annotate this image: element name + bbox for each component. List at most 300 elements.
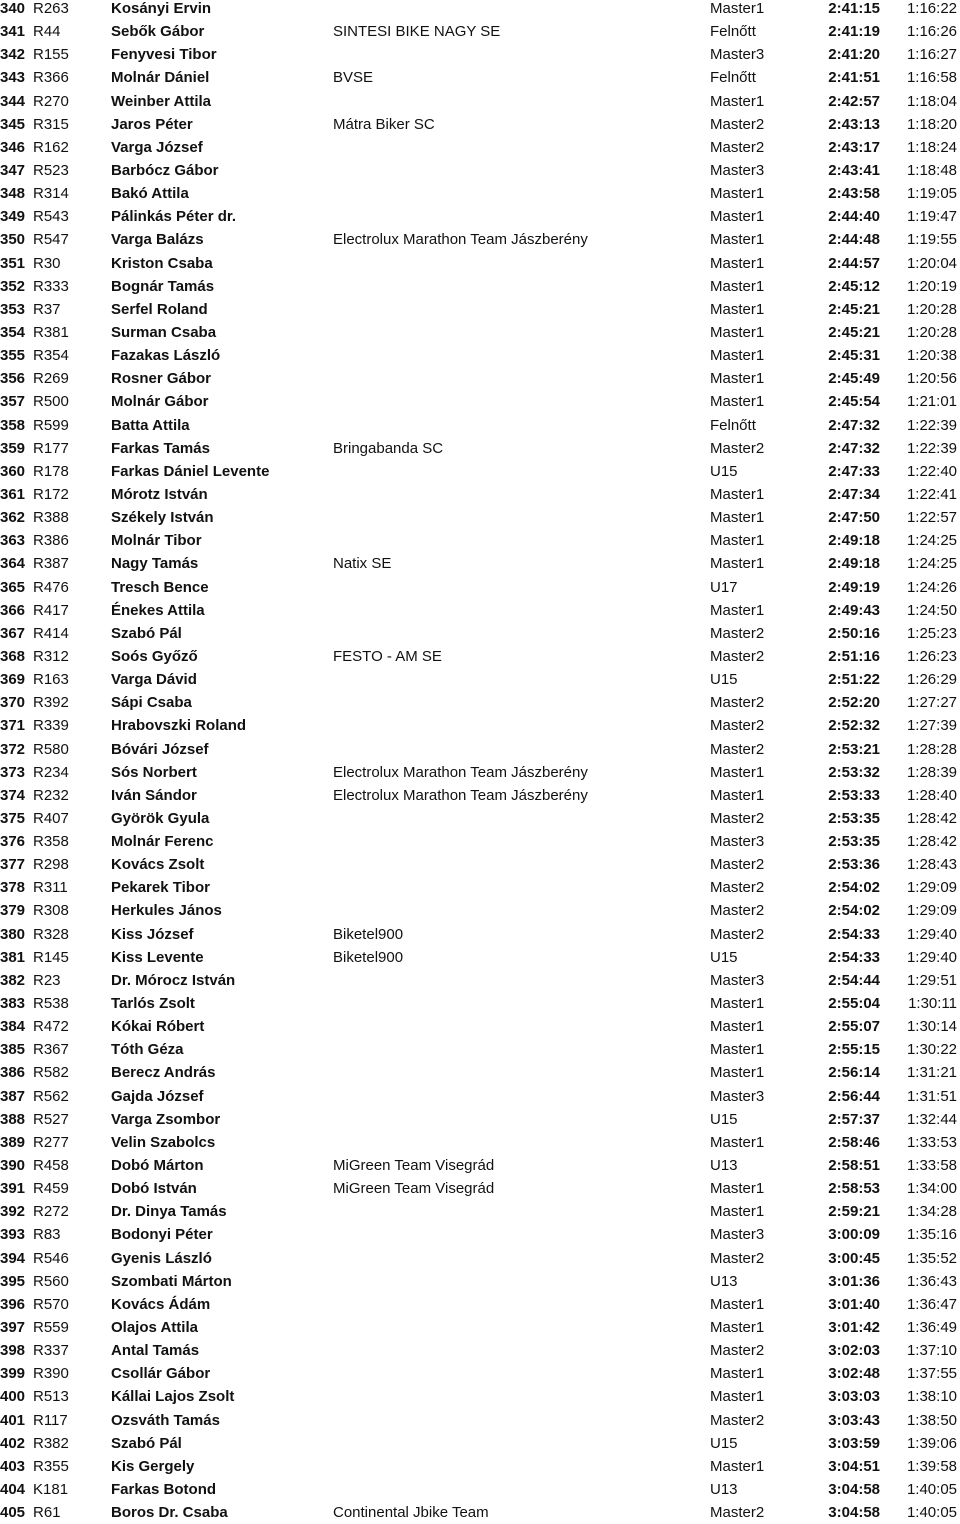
category: Master1 — [710, 1180, 765, 1198]
table-row — [0, 367, 960, 390]
position: 362 — [0, 509, 26, 527]
category: Master3 — [710, 1087, 765, 1105]
category: Master1 — [710, 763, 765, 781]
rider-name: Kovács Zsolt — [111, 856, 205, 874]
category: Master1 — [710, 1018, 765, 1036]
category: Master1 — [710, 1457, 765, 1475]
position: 377 — [0, 856, 26, 874]
club-name: Natix SE — [333, 555, 392, 573]
rider-name: Fazakas László — [111, 347, 221, 365]
table-row — [0, 43, 960, 66]
rider-name: Nagy Tamás — [111, 555, 199, 573]
rider-name: Olajos Attila — [111, 1319, 198, 1337]
rider-name: Molnár Dániel — [111, 69, 210, 87]
time-behind: 1:30:11 — [908, 995, 957, 1013]
time-behind: 1:26:29 — [906, 671, 957, 689]
rider-name: Farkas Dániel Levente — [111, 462, 270, 480]
rider-name: Dr. Dinya Tamás — [111, 1203, 227, 1221]
bib-number: R234 — [33, 763, 69, 781]
category: Felnőtt — [710, 23, 756, 41]
category: Master2 — [710, 717, 765, 735]
table-row — [0, 923, 960, 946]
rider-name: Varga Balázs — [111, 231, 204, 249]
table-row — [0, 506, 960, 529]
finish-time: 2:55:04 — [828, 995, 880, 1013]
bib-number: R44 — [33, 23, 61, 41]
time-behind: 1:29:09 — [906, 879, 957, 897]
table-row — [0, 1085, 960, 1108]
rider-name: Farkas Tamás — [111, 439, 210, 457]
finish-time: 2:53:33 — [828, 786, 880, 804]
category: Master1 — [710, 323, 765, 341]
category: U13 — [710, 1272, 738, 1290]
table-row — [0, 1501, 960, 1524]
position: 357 — [0, 393, 26, 411]
finish-time: 3:01:40 — [828, 1295, 880, 1313]
category: Felnőtt — [710, 416, 756, 434]
category: Master1 — [710, 370, 765, 388]
table-row — [0, 275, 960, 298]
bib-number: R117 — [33, 1411, 68, 1429]
table-row — [0, 90, 960, 113]
finish-time: 3:04:51 — [828, 1457, 880, 1475]
bib-number: R546 — [33, 1249, 69, 1267]
position: 341 — [0, 23, 26, 41]
table-row — [0, 1200, 960, 1223]
rider-name: Dobó Márton — [111, 1157, 204, 1175]
rider-name: Hrabovszki Roland — [111, 717, 247, 735]
time-behind: 1:20:28 — [906, 323, 957, 341]
rider-name: Kiss Levente — [111, 948, 204, 966]
rider-name: Kosányi Ervin — [111, 0, 212, 17]
bib-number: R392 — [33, 694, 69, 712]
finish-time: 2:44:57 — [828, 254, 880, 272]
time-behind: 1:33:53 — [906, 1133, 957, 1151]
category: Master1 — [710, 347, 765, 365]
position: 381 — [0, 948, 26, 966]
position: 375 — [0, 809, 26, 827]
bib-number: R388 — [33, 509, 69, 527]
time-behind: 1:24:25 — [906, 532, 957, 550]
club-name: Bringabanda SC — [333, 439, 444, 457]
bib-number: R298 — [33, 856, 69, 874]
table-row — [0, 1154, 960, 1177]
table-row — [0, 807, 960, 830]
table-row — [0, 738, 960, 761]
bib-number: R328 — [33, 925, 69, 943]
position: 369 — [0, 671, 26, 689]
table-row — [0, 1362, 960, 1385]
category: Master2 — [710, 1249, 765, 1267]
table-row — [0, 1247, 960, 1270]
bib-number: R155 — [33, 46, 69, 64]
position: 356 — [0, 370, 26, 388]
rider-name: Tarlós Zsolt — [111, 995, 195, 1013]
position: 348 — [0, 185, 26, 203]
position: 363 — [0, 532, 26, 550]
rider-name: Bognár Tamás — [111, 277, 215, 295]
rider-name: Tóth Géza — [111, 1041, 184, 1059]
table-row — [0, 691, 960, 714]
category: Master2 — [710, 138, 765, 156]
position: 401 — [0, 1411, 26, 1429]
bib-number: R559 — [33, 1319, 69, 1337]
position: 405 — [0, 1504, 26, 1522]
club-name: Electrolux Marathon Team Jászberény — [333, 763, 588, 781]
rider-name: Szabó Pál — [111, 624, 182, 642]
bib-number: R382 — [33, 1434, 69, 1452]
table-row — [0, 1316, 960, 1339]
table-row — [0, 483, 960, 506]
table-row — [0, 1061, 960, 1084]
bib-number: R272 — [33, 1203, 69, 1221]
rider-name: Bodonyi Péter — [111, 1226, 213, 1244]
time-behind: 1:22:57 — [906, 509, 957, 527]
table-row — [0, 1293, 960, 1316]
time-behind: 1:36:47 — [906, 1295, 957, 1313]
finish-time: 2:42:57 — [828, 92, 880, 110]
time-behind: 1:27:39 — [906, 717, 957, 735]
rider-name: Ozsváth Tamás — [111, 1411, 220, 1429]
finish-time: 2:41:15 — [828, 0, 880, 17]
bib-number: R390 — [33, 1365, 69, 1383]
position: 402 — [0, 1434, 26, 1452]
time-behind: 1:36:49 — [906, 1319, 957, 1337]
bib-number: R333 — [33, 277, 69, 295]
category: Master1 — [710, 532, 765, 550]
bib-number: R232 — [33, 786, 69, 804]
category: Master1 — [710, 208, 765, 226]
finish-time: 2:45:49 — [828, 370, 880, 388]
bib-number: R37 — [33, 300, 61, 318]
rider-name: Fenyvesi Tibor — [111, 46, 217, 64]
table-row — [0, 205, 960, 228]
time-behind: 1:40:05 — [906, 1504, 957, 1522]
time-behind: 1:19:05 — [906, 185, 957, 203]
club-name: Biketel900 — [333, 925, 404, 943]
bib-number: R547 — [33, 231, 69, 249]
bib-number: R523 — [33, 161, 69, 179]
time-behind: 1:29:40 — [906, 925, 957, 943]
bib-number: R472 — [33, 1018, 69, 1036]
finish-time: 2:50:16 — [828, 624, 880, 642]
position: 351 — [0, 254, 26, 272]
category: U15 — [710, 1434, 738, 1452]
bib-number: R599 — [33, 416, 69, 434]
bib-number: R367 — [33, 1041, 69, 1059]
finish-time: 2:52:20 — [828, 694, 880, 712]
time-behind: 1:28:39 — [906, 763, 957, 781]
category: Master2 — [710, 1411, 765, 1429]
rider-name: Herkules János — [111, 902, 222, 920]
time-behind: 1:30:22 — [906, 1041, 957, 1059]
rider-name: Kiss József — [111, 925, 194, 943]
position: 385 — [0, 1041, 26, 1059]
category: Master1 — [710, 786, 765, 804]
position: 379 — [0, 902, 26, 920]
finish-time: 2:56:14 — [828, 1064, 880, 1082]
position: 399 — [0, 1365, 26, 1383]
table-row — [0, 576, 960, 599]
rider-name: Székely István — [111, 509, 214, 527]
bib-number: R30 — [33, 254, 61, 272]
category: Master1 — [710, 601, 765, 619]
category: Master2 — [710, 1342, 765, 1360]
category: U13 — [710, 1157, 738, 1175]
time-behind: 1:16:58 — [906, 69, 957, 87]
table-row — [0, 1270, 960, 1293]
bib-number: K181 — [33, 1481, 69, 1498]
finish-time: 2:47:33 — [828, 462, 880, 480]
time-behind: 1:20:56 — [906, 370, 957, 388]
table-row — [0, 1038, 960, 1061]
time-behind: 1:28:28 — [906, 740, 957, 758]
rider-name: Molnár Tibor — [111, 532, 202, 550]
bib-number: R570 — [33, 1295, 69, 1313]
table-row — [0, 761, 960, 784]
finish-time: 2:59:21 — [828, 1203, 880, 1221]
category: Master1 — [710, 1064, 765, 1082]
category: Master2 — [710, 856, 765, 874]
bib-number: R562 — [33, 1087, 69, 1105]
position: 359 — [0, 439, 26, 457]
finish-time: 2:49:43 — [828, 601, 880, 619]
category: Master2 — [710, 624, 765, 642]
finish-time: 3:03:43 — [828, 1411, 880, 1429]
club-name: Continental Jbike Team — [333, 1504, 489, 1522]
rider-name: Rosner Gábor — [111, 370, 212, 388]
table-row — [0, 714, 960, 737]
bib-number: R500 — [33, 393, 69, 411]
table-row — [0, 1478, 960, 1501]
bib-number: R311 — [33, 879, 68, 897]
finish-time: 2:43:17 — [828, 138, 880, 156]
time-behind: 1:29:40 — [906, 948, 957, 966]
category: Master1 — [710, 300, 765, 318]
rider-name: Bóvári József — [111, 740, 209, 758]
rider-name: Velin Szabolcs — [111, 1133, 216, 1151]
position: 383 — [0, 995, 26, 1013]
table-row — [0, 437, 960, 460]
category: Master3 — [710, 1226, 765, 1244]
category: Master1 — [710, 231, 765, 249]
position: 395 — [0, 1272, 26, 1290]
bib-number: R414 — [33, 624, 69, 642]
bib-number: R23 — [33, 971, 61, 989]
category: Master1 — [710, 1319, 765, 1337]
finish-time: 2:47:50 — [828, 509, 880, 527]
finish-time: 3:02:03 — [828, 1342, 880, 1360]
bib-number: R366 — [33, 69, 69, 87]
finish-time: 2:44:48 — [828, 231, 880, 249]
table-row — [0, 784, 960, 807]
bib-number: R337 — [33, 1342, 69, 1360]
table-row — [0, 1339, 960, 1362]
time-behind: 1:38:50 — [906, 1411, 957, 1429]
finish-time: 2:49:18 — [828, 555, 880, 573]
position: 392 — [0, 1203, 26, 1221]
finish-time: 2:54:02 — [828, 879, 880, 897]
rider-name: Gajda József — [111, 1087, 204, 1105]
finish-time: 2:54:02 — [828, 902, 880, 920]
position: 347 — [0, 161, 26, 179]
time-behind: 1:28:42 — [906, 833, 957, 851]
position: 380 — [0, 925, 26, 943]
position: 350 — [0, 231, 26, 249]
category: U15 — [710, 671, 738, 689]
bib-number: R277 — [33, 1133, 69, 1151]
table-row — [0, 136, 960, 159]
club-name: BVSE — [333, 69, 374, 87]
category: U15 — [710, 948, 738, 966]
position: 378 — [0, 879, 26, 897]
finish-time: 3:00:45 — [828, 1249, 880, 1267]
finish-time: 2:58:51 — [828, 1157, 880, 1175]
table-row — [0, 599, 960, 622]
rider-name: Barbócz Gábor — [111, 161, 219, 179]
category: Master1 — [710, 185, 765, 203]
table-row — [0, 946, 960, 969]
position: 374 — [0, 786, 26, 804]
rider-name: Gyenis László — [111, 1249, 212, 1267]
bib-number: R269 — [33, 370, 69, 388]
time-behind: 1:35:52 — [906, 1249, 957, 1267]
finish-time: 2:41:51 — [828, 69, 880, 87]
time-behind: 1:28:43 — [906, 856, 957, 874]
bib-number: R177 — [33, 439, 69, 457]
club-name: Mátra Biker SC — [333, 115, 435, 133]
time-behind: 1:22:40 — [906, 462, 957, 480]
table-row — [0, 182, 960, 205]
table-row — [0, 876, 960, 899]
bib-number: R270 — [33, 92, 69, 110]
category: U15 — [710, 1110, 738, 1128]
table-row — [0, 460, 960, 483]
category: Master2 — [710, 115, 765, 133]
table-row — [0, 414, 960, 437]
category: Felnőtt — [710, 69, 756, 87]
position: 354 — [0, 323, 26, 341]
position: 364 — [0, 555, 26, 573]
bib-number: R162 — [33, 138, 69, 156]
finish-time: 2:54:33 — [828, 925, 880, 943]
position: 393 — [0, 1226, 26, 1244]
category: Master3 — [710, 971, 765, 989]
bib-number: R543 — [33, 208, 69, 226]
position: 386 — [0, 1064, 26, 1082]
time-behind: 1:37:55 — [906, 1365, 957, 1383]
rider-name: Varga Zsombor — [111, 1110, 221, 1128]
category: Master2 — [710, 879, 765, 897]
rider-name: Szabó Pál — [111, 1434, 182, 1452]
time-behind: 1:18:20 — [906, 115, 957, 133]
category: Master2 — [710, 809, 765, 827]
table-row — [0, 853, 960, 876]
bib-number: R314 — [33, 185, 69, 203]
table-row — [0, 1015, 960, 1038]
category: Master1 — [710, 1203, 765, 1221]
club-name: MiGreen Team Visegrád — [333, 1180, 495, 1198]
category: Master3 — [710, 161, 765, 179]
rider-name: Bakó Attila — [111, 185, 189, 203]
table-row — [0, 1108, 960, 1131]
table-row — [0, 66, 960, 89]
table-row — [0, 899, 960, 922]
position: 372 — [0, 740, 26, 758]
category: Master2 — [710, 902, 765, 920]
rider-name: Énekes Attila — [111, 601, 205, 619]
rider-name: Farkas Botond — [111, 1481, 217, 1498]
finish-time: 2:49:19 — [828, 578, 880, 596]
table-row — [0, 645, 960, 668]
category: U13 — [710, 1481, 738, 1498]
rider-name: Serfel Roland — [111, 300, 208, 318]
bib-number: R354 — [33, 347, 69, 365]
category: Master3 — [710, 46, 765, 64]
position: 394 — [0, 1249, 26, 1267]
category: Master2 — [710, 647, 765, 665]
time-behind: 1:22:39 — [906, 439, 957, 457]
position: 391 — [0, 1180, 26, 1198]
position: 361 — [0, 485, 26, 503]
bib-number: R312 — [33, 647, 69, 665]
club-name: MiGreen Team Visegrád — [333, 1157, 495, 1175]
table-row — [0, 0, 960, 20]
rider-name: Dr. Mórocz István — [111, 971, 236, 989]
category: Master1 — [710, 0, 765, 17]
category: Master1 — [710, 277, 765, 295]
finish-time: 2:58:46 — [828, 1133, 880, 1151]
finish-time: 2:49:18 — [828, 532, 880, 550]
finish-time: 2:56:44 — [828, 1087, 880, 1105]
finish-time: 2:45:31 — [828, 347, 880, 365]
position: 355 — [0, 347, 26, 365]
rider-name: Csollár Gábor — [111, 1365, 211, 1383]
table-row — [0, 344, 960, 367]
bib-number: R339 — [33, 717, 69, 735]
category: Master1 — [710, 92, 765, 110]
time-behind: 1:39:06 — [906, 1434, 957, 1452]
category: Master1 — [710, 1133, 765, 1151]
finish-time: 2:53:21 — [828, 740, 880, 758]
finish-time: 2:44:40 — [828, 208, 880, 226]
time-behind: 1:31:51 — [906, 1087, 957, 1105]
finish-time: 2:53:35 — [828, 809, 880, 827]
rider-name: Kis Gergely — [111, 1457, 195, 1475]
position: 384 — [0, 1018, 26, 1036]
finish-time: 2:43:41 — [828, 161, 880, 179]
category: Master1 — [710, 1365, 765, 1383]
bib-number: R308 — [33, 902, 69, 920]
bib-number: R458 — [33, 1157, 69, 1175]
rider-name: Sós Norbert — [111, 763, 197, 781]
finish-time: 2:41:20 — [828, 46, 880, 64]
finish-time: 3:02:48 — [828, 1365, 880, 1383]
time-behind: 1:18:24 — [906, 138, 957, 156]
time-behind: 1:16:22 — [906, 0, 957, 17]
time-behind: 1:39:58 — [906, 1457, 957, 1475]
bib-number: R387 — [33, 555, 69, 573]
table-row — [0, 20, 960, 43]
finish-time: 3:03:59 — [828, 1434, 880, 1452]
category: Master2 — [710, 439, 765, 457]
finish-time: 3:04:58 — [828, 1481, 880, 1498]
position: 382 — [0, 971, 26, 989]
rider-name: Molnár Ferenc — [111, 833, 214, 851]
table-row — [0, 1177, 960, 1200]
position: 368 — [0, 647, 26, 665]
position: 404 — [0, 1481, 26, 1498]
